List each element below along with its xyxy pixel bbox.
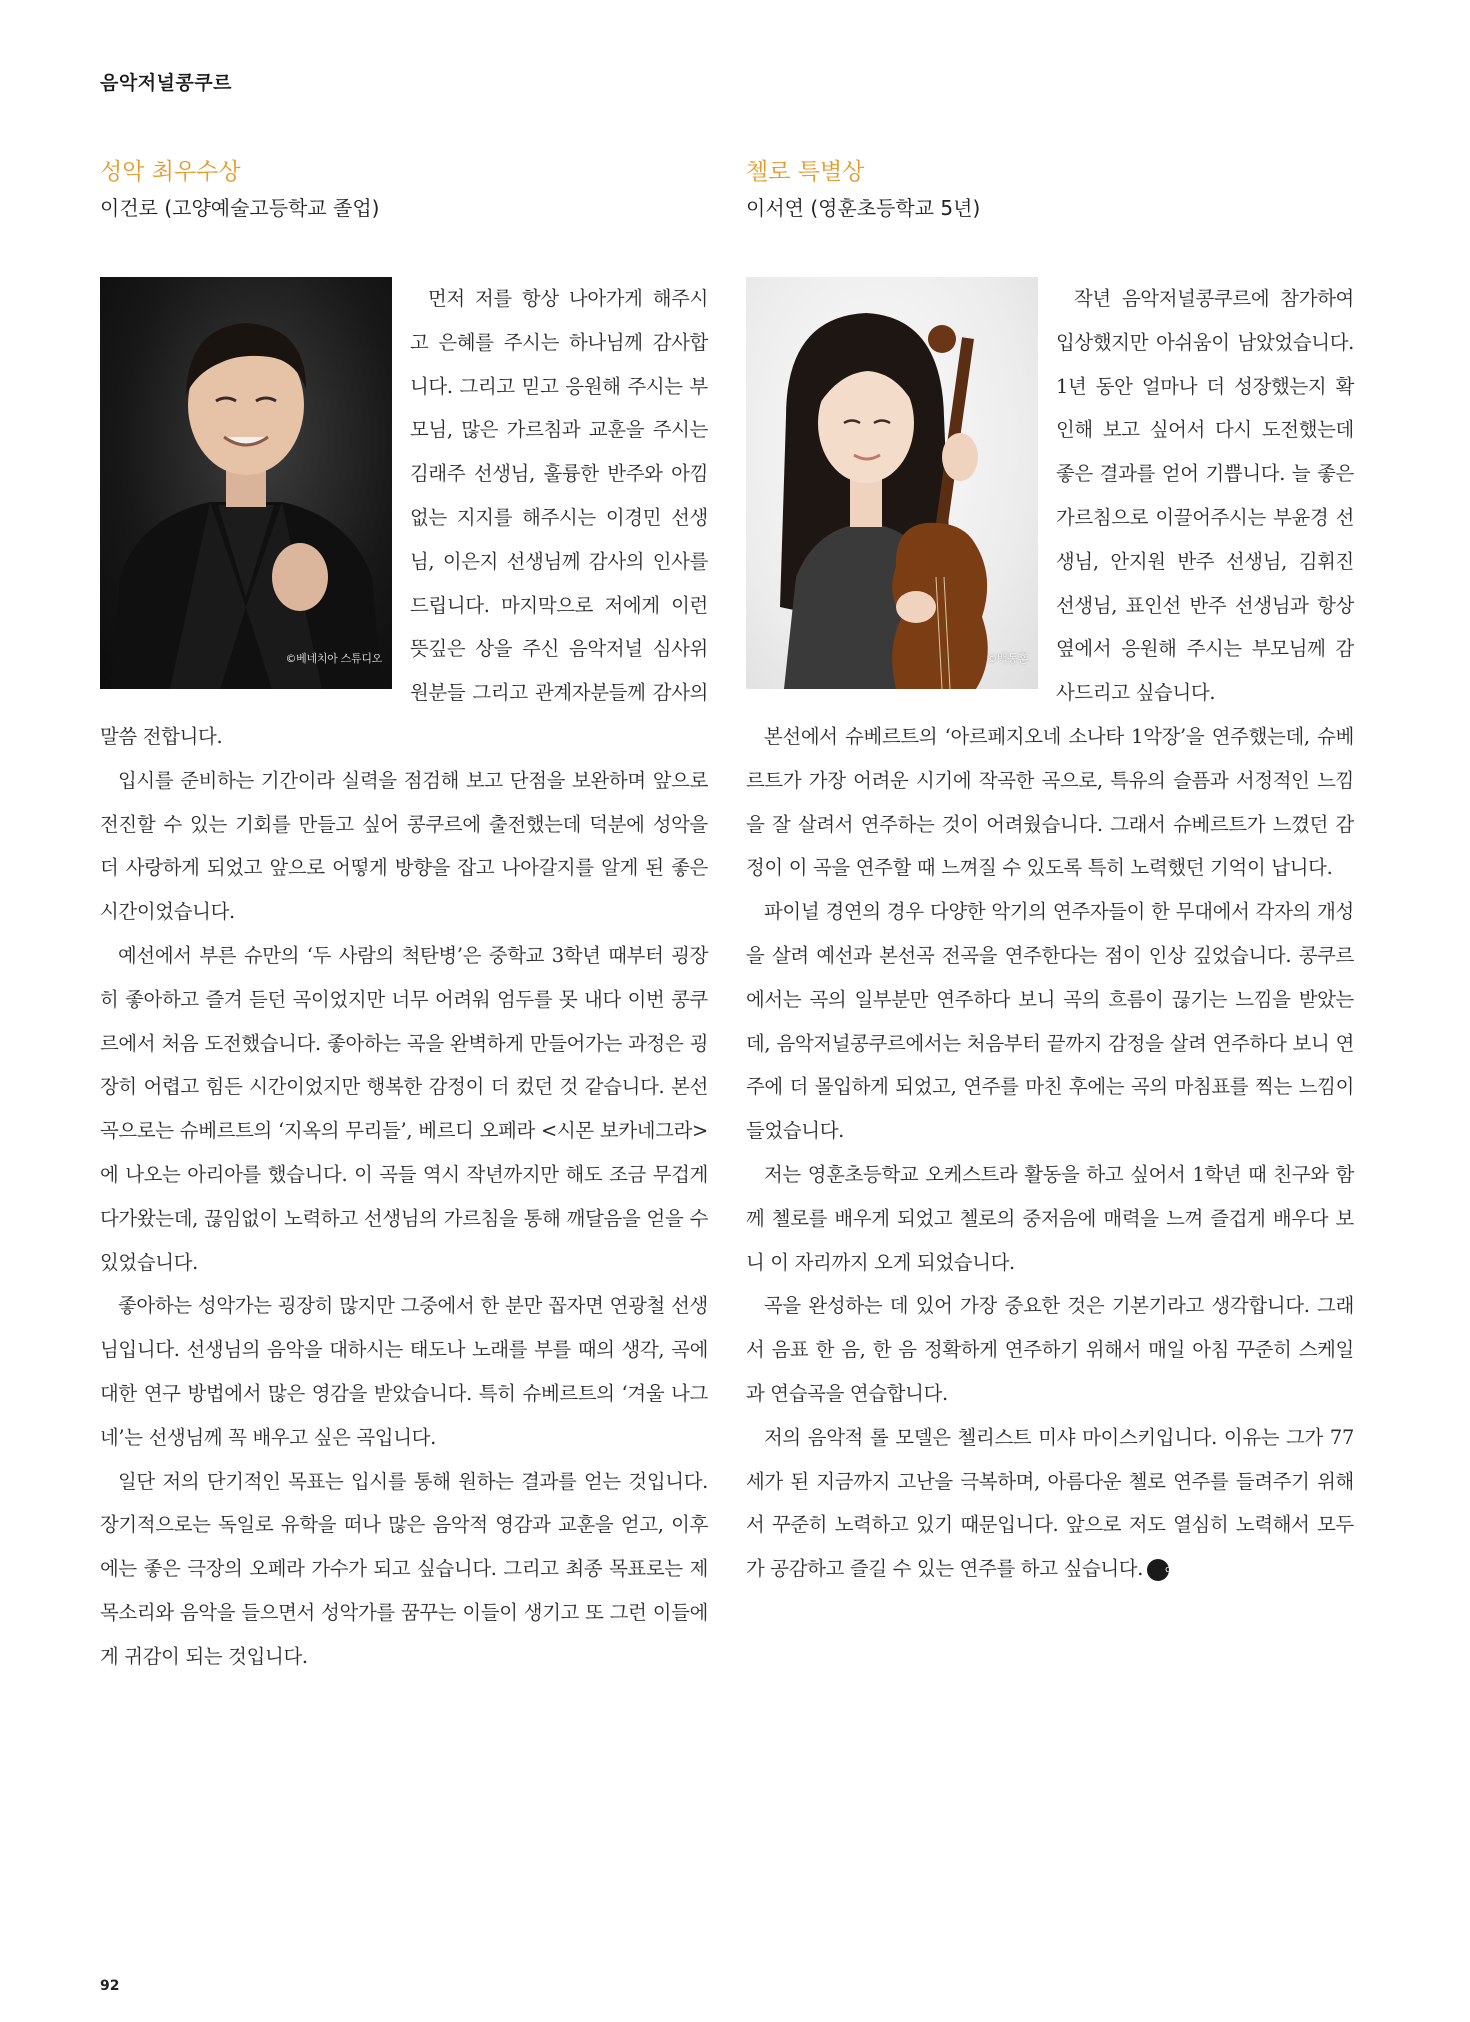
paragraph-text: 저의 음악적 롤 모델은 첼리스트 미샤 마이스키입니다. 이유는 그가 77세가 된 지금까지 고난을 극복하며, 아름다운 첼로 연주를 들려주기 위해서 꾸준히 노력하고 있기 때문입니다. 앞으로 저도 열심히 노력해서 모두가 공감하고 즐길 수 있는 연주를 하고 싶습니다.: [746, 1425, 1354, 1581]
article-body: [100, 277, 708, 1679]
paragraph: 곡을 완성하는 데 있어 가장 중요한 것은 기본기라고 생각합니다. 그래서 음표 한 음, 한 음 정확하게 연주하기 위해서 매일 아침 꾸준히 스케일과 연습곡을 연습합니다.: [746, 1294, 1354, 1405]
award-title: 첼로 특별상: [746, 159, 865, 185]
page-number: 92: [100, 1978, 120, 1994]
paragraph: 좋아하는 성악가는 굉장히 많지만 그중에서 한 분만 꼽자면 연광철 선생님입니다. 선생님의 음악을 대하시는 태도나 노래를 부를 때의 생각, 곡에 대한 연구 방법에서 많은 영감을 받았습니다. 특히 슈베르트의 ‘겨울 나그네’는 선생님께 꼭 배우고 싶은 곡입니다.: [100, 1294, 708, 1449]
portrait-photo: [100, 277, 392, 689]
article-body: [746, 277, 1354, 1591]
paragraph: 입시를 준비하는 기간이라 실력을 점검해 보고 단점을 보완하며 앞으로 전진할 수 있는 기회를 만들고 싶어 콩쿠르에 출전했는데 덕분에 성악을 더 사랑하게 되었고 앞으로 어떻게 방향을 잡고 나아갈지를 알게 된 좋은 시간이었습니다.: [100, 768, 708, 924]
winner-name: 이건로 (고양예술고등학교 졸업): [100, 196, 380, 220]
left-article: [100, 155, 708, 1679]
section-header: 음악저널콩쿠르: [100, 72, 232, 94]
winner-name: 이서연 (영훈초등학교 5년): [746, 196, 981, 220]
paragraph: 본선에서 슈베르트의 ‘아르페지오네 소나타 1악장’을 연주했는데, 슈베르트가 가장 어려운 시기에 작곡한 곡으로, 특유의 슬픔과 서정적인 느낌을 잘 살려서 연주하는 것이 어려웠습니다. 그래서 슈베르트가 느꼈던 감정이 이 곡을 연주할 때 느껴질 수 있도록 특히 노력했던 기억이 납니다.: [746, 724, 1354, 880]
photo-credit: ©베네치아 스튜디오: [285, 652, 382, 666]
award-title: 성악 최우수상: [100, 159, 241, 185]
paragraph: [746, 1416, 1354, 1591]
paragraph: 저는 영훈초등학교 오케스트라 활동을 하고 싶어서 1학년 때 친구와 함께 첼로를 배우게 되었고 첼로의 중저음에 매력을 느껴 즐겁게 배우다 보니 이 자리까지 오게 되었습니다.: [746, 1162, 1354, 1274]
portrait-photo: [746, 277, 1038, 689]
paragraph: 예선에서 부른 슈만의 ‘두 사람의 척탄병’은 중학교 3학년 때부터 굉장히 좋아하고 즐겨 듣던 곡이었지만 너무 어려워 엄두를 못 내다 이번 콩쿠르에서 처음 도전했습니다. 좋아하는 곡을 완벽하게 만들어가는 과정은 굉장히 어렵고 힘든 시간이었지만 행복한 감정이 더 컸던 것 같습니다. 본선곡으로는 슈베르트의 ‘지옥의 무리들’, 베르디 오페라 <시몬 보카네그라>에 나오는 아리아를 했습니다. 이 곡들 역시 작년까지만 해도 조금 무겁게 다가왔는데, 끊임없이 노력하고 선생님의 가르침을 통해 깨달음을 얻을 수 있었습니다.: [100, 943, 708, 1274]
paragraph: 작년 음악저널콩쿠르에 참가하여 입상했지만 아쉬움이 남았었습니다. 1년 동안 얼마나 더 성장했는지 확인해 보고 싶어서 다시 도전했는데 좋은 결과를 얻어 기쁩니다. 늘 좋은 가르침으로 이끌어주시는 부윤경 선생님, 안지원 반주 선생님, 김휘진 선생님, 표인선 반주 선생님과 항상 옆에서 응원해 주시는 부모님께 감사드리고 싶습니다.: [1056, 287, 1354, 705]
singer-portrait-image: [100, 277, 392, 689]
paragraph: 일단 저의 단기적인 목표는 입시를 통해 원하는 결과를 얻는 것입니다. 장기적으로는 독일로 유학을 떠나 많은 음악적 영감과 교훈을 얻고, 이후에는 좋은 극장의 오페라 가수가 되고 싶습니다. 그리고 최종 목표로는 제 목소리와 음악을 들으면서 성악가를 꿈꾸는 이들이 생기고 또 그런 이들에게 귀감이 되는 것입니다.: [100, 1469, 708, 1668]
cellist-portrait-image: [746, 277, 1038, 689]
right-article: [746, 155, 1354, 1591]
photo-credit: ©백동훈: [986, 652, 1028, 666]
paragraph: 먼저 저를 항상 나아가게 해주시고 은혜를 주시는 하나님께 감사합니다. 그리고 믿고 응원해 주시는 부모님, 많은 가르침과 교훈을 주시는 김래주 선생님, 훌륭한 반주와 아낌없는 지지를 해주시는 이경민 선생님, 이은지 선생님께 감사의 인사를 드립니다. 마지막으로 저에게 이런 뜻깊은 상을 주신 음악저널 심사위원분들 그리고 관계자분들께 감사의 말씀 전합니다.: [100, 287, 708, 748]
paragraph: 파이널 경연의 경우 다양한 악기의 연주자들이 한 무대에서 각자의 개성을 살려 예선과 본선곡 전곡을 연주한다는 점이 인상 깊었습니다. 콩쿠르에서는 곡의 일부분만 연주하다 보니 곡의 흐름이 끊기는 느낌을 받았는데, 음악저널콩쿠르에서는 처음부터 끝까지 감정을 살려 연주하다 보니 연주에 더 몰입하게 되었고, 연주를 마친 후에는 곡의 마침표를 찍는 느낌이 들었습니다.: [746, 900, 1354, 1143]
end-mark-icon: dilu: [1147, 1559, 1169, 1581]
